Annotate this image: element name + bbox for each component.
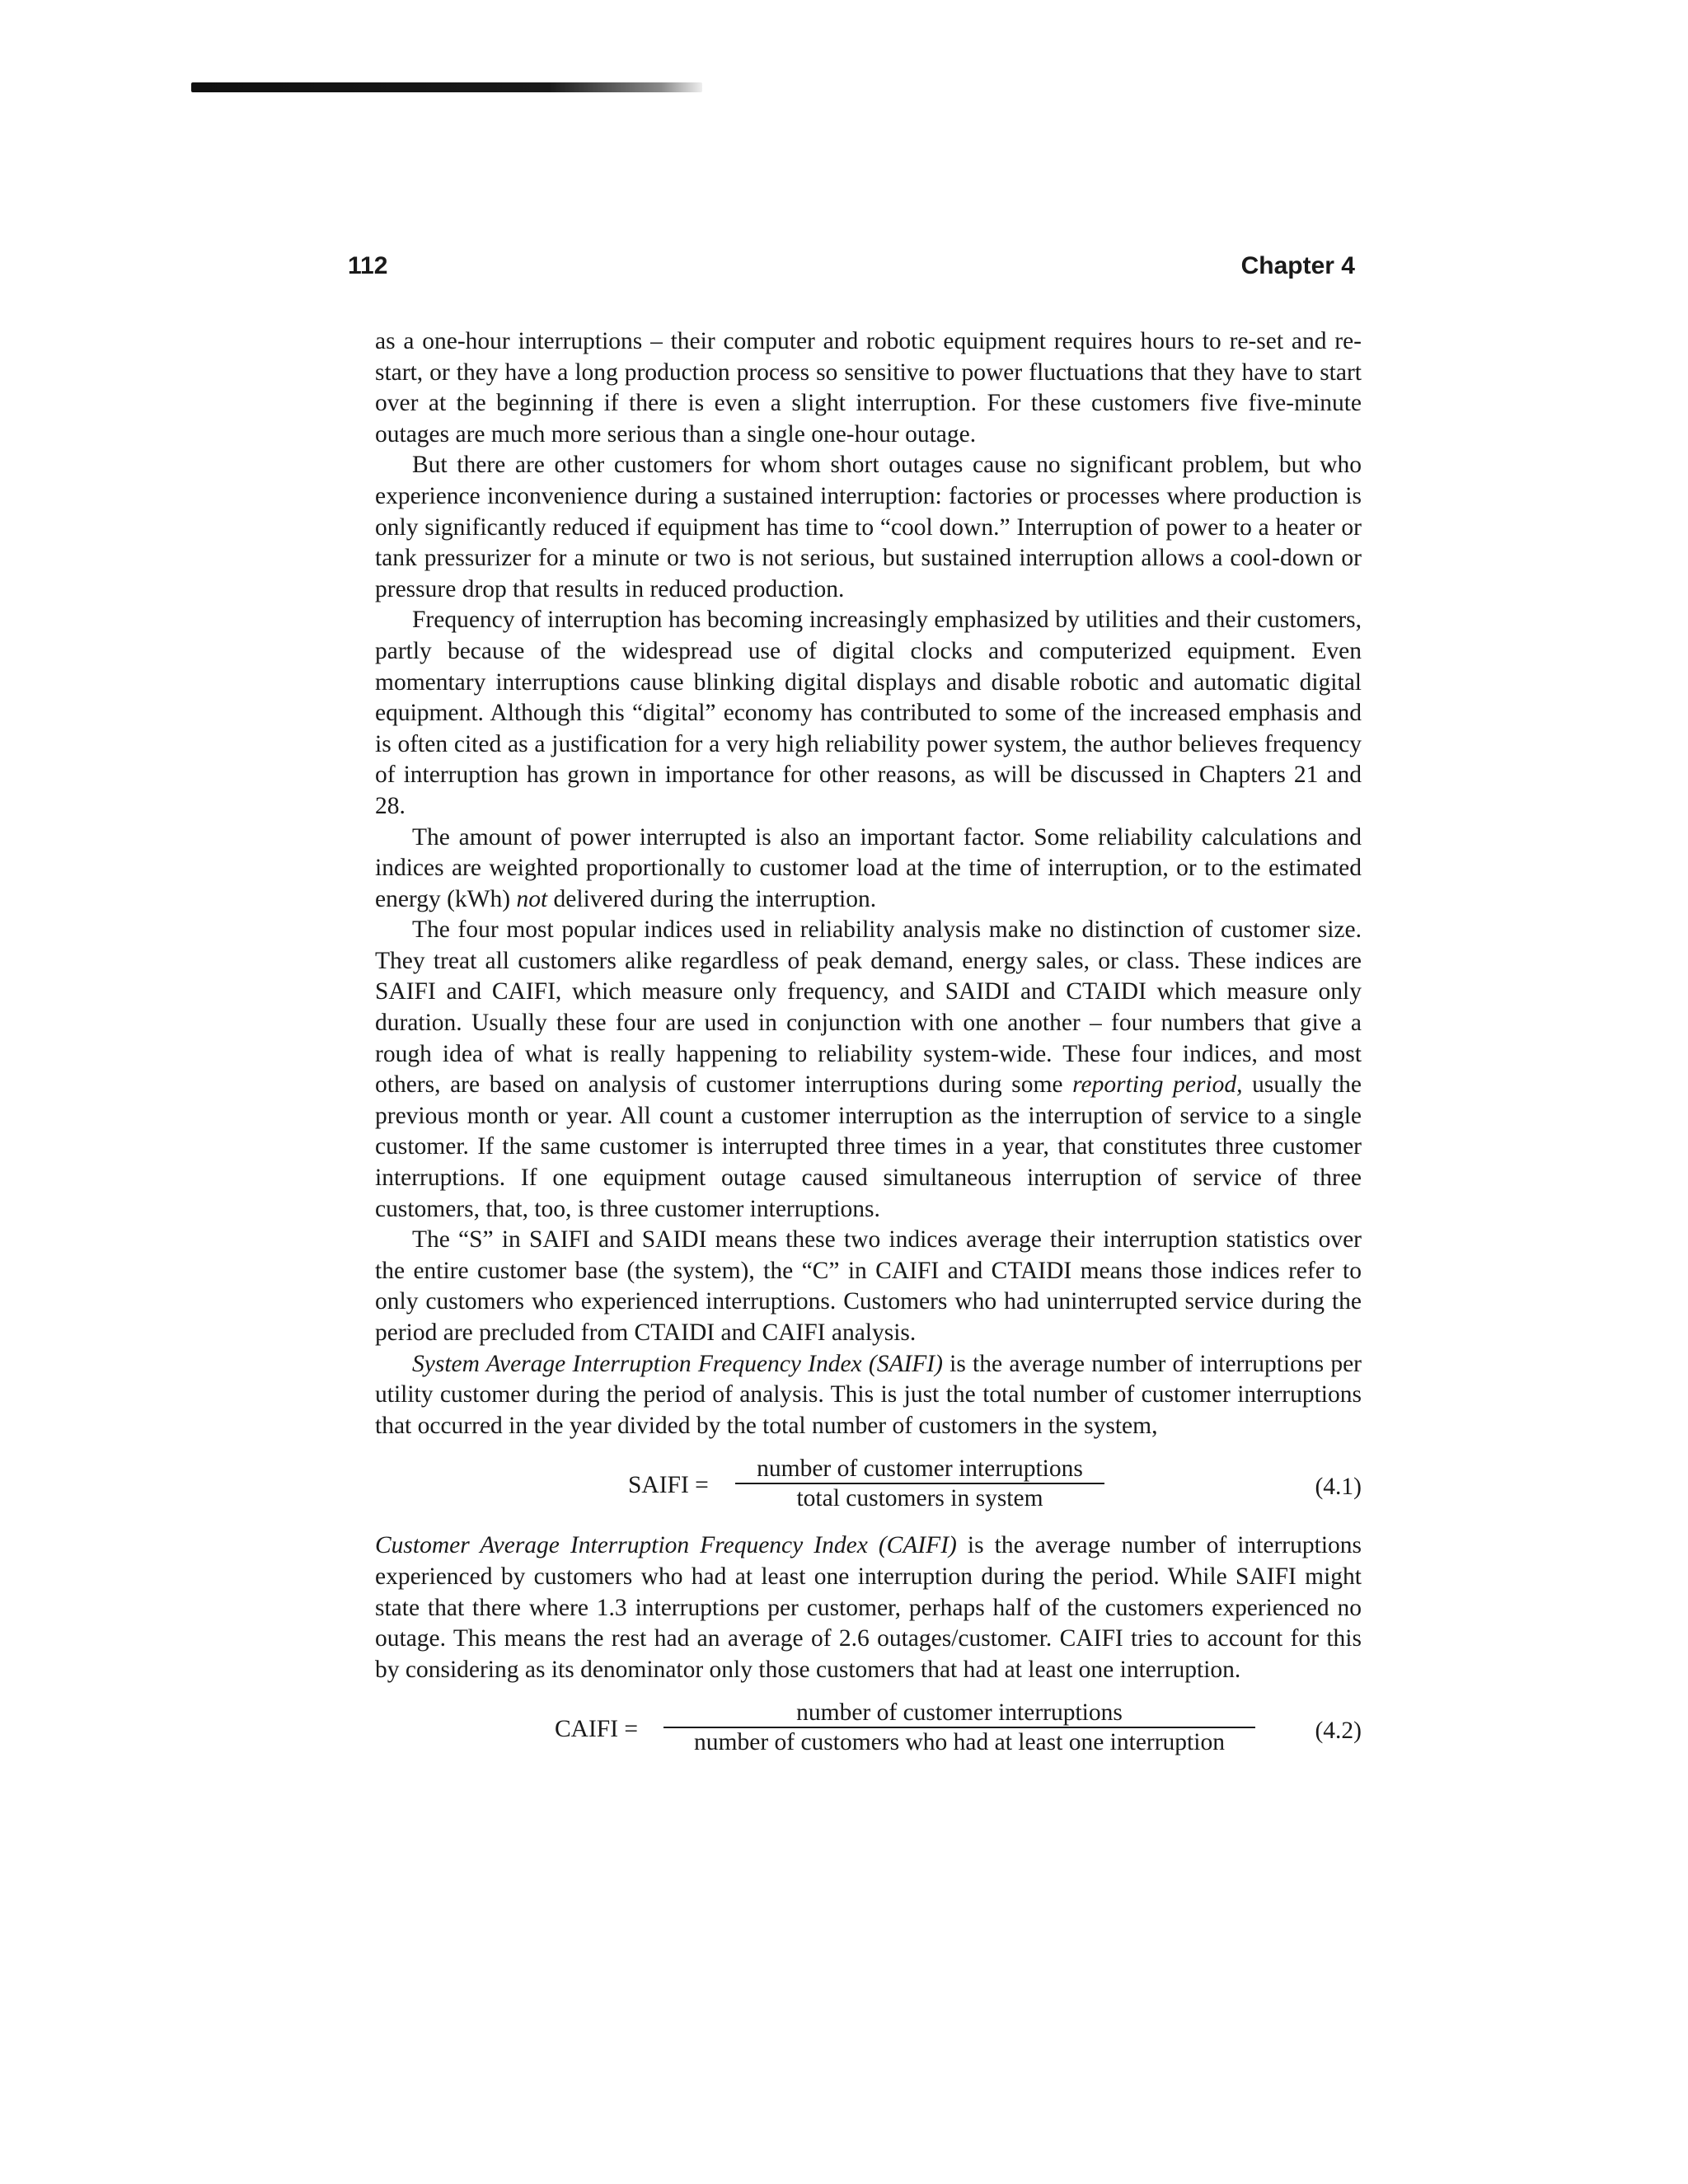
equation-lhs: SAIFI = [628,1472,709,1499]
body-text [375,326,1362,1765]
term-saifi: System Average Interruption Frequency Index (SAIFI) [412,1350,943,1377]
fraction-numerator: number of customer interruptions [735,1455,1104,1484]
fraction [735,1455,1104,1512]
equation-number: (4.2) [1315,1718,1362,1745]
paragraph-amount-of-power: The amount of power interrupted is also an important factor. Some reliability calculations and indices are weighted proportionally to customer load at the time of interruption, or to the estimated energy (kWh) not delivered during the interruption. [375,823,1362,912]
equation-number: (4.1) [1315,1474,1362,1501]
chapter-label: Chapter 4 [1240,252,1355,279]
paragraph-caifi-definition: Customer Average Interruption Frequency Index (CAIFI) is the average number of interruptions experienced by customers who had at least one interruption during the period. While SAIFI might state that there where 1.3 interruptions per customer, perhaps half of the customers experienced no outage. This means the rest had an average of 2.6 outages/customer. CAIFI tries to account for this by considering as its denominator only those customers that had at least one interruption. [375,1532,1362,1683]
fraction-denominator: total customers in system [796,1485,1043,1512]
paragraph-frequency-of-interruption: Frequency of interruption has becoming increasingly emphasized by utilities and their customers, partly because of the widespread use of digital clocks and computerized equipment. Even momentary interruptions cause blinking digital displays and disable robotic and automatic digital equipment. Although this “digital” economy has contributed to some of the increased emphasis and is often cited as a justification for a very high reliability power system, the author believes frequency of interruption has grown in importance for other reasons, as will be discussed in Chapters 21 and 28. [375,607,1362,819]
term-caifi: Customer Average Interruption Frequency Index (CAIFI) [375,1532,957,1559]
paragraph-saifi-definition: System Average Interruption Frequency Index (SAIFI) is the average number of interruptions per utility customer during the period of analysis. This is just the total number of customer interruptions that occurred in the year divided by the total number of customers in the system, [375,1350,1362,1439]
running-head [348,252,1355,285]
paragraph-sustained-interruption: But there are other customers for whom short outages cause no significant problem, but who experience inconvenience during a sustained interruption: factories or processes where production is only significantly reduced if equipment has time to “cool down.” Interruption of power to a heater or tank pressurizer for a minute or two is not serious, but sustained interruption allows a cool-down or pressure drop that results in reduced production. [375,452,1362,602]
fraction-denominator: number of customers who had at least one interruption [694,1729,1225,1756]
paragraph-continued: as a one-hour interruptions – their computer and robotic equipment requires hours to re-set and re-start, or they have a long production process so sensitive to power fluctuations that they have to start over at the beginning if there is even a slight interruption. For these customers five five-minute outages are much more serious than a single one-hour outage. [375,328,1362,448]
emphasis-not: not [516,885,548,912]
page-number: 112 [348,252,388,279]
paragraph-s-and-c-meaning: The “S” in SAIFI and SAIDI means these two indices average their interruption statistics over the entire customer base (the system), the “C” in CAIFI and CTAIDI means those indices refer to only customers who experienced interruptions. Customers who had uninterrupted service during the period are precluded from CTAIDI and CAIFI analysis. [375,1226,1362,1346]
fraction [663,1699,1255,1756]
fraction-numerator: number of customer interruptions [663,1699,1255,1728]
equation-lhs: CAIFI = [555,1716,639,1743]
paragraph-four-indices: The four most popular indices used in reliability analysis make no distinction of customer size. They treat all customers alike regardless of peak demand, energy sales, or class. These indices are SAIFI and CAIFI, which measure only frequency, and SAIDI and CTAIDI which measure only duration. Usually these four are used in conjunction with one another – four numbers that give a rough idea of what is really happening to reliability system-wide. These four indices, and most others, are based on analysis of customer interruptions during some reporting period, usually the previous month or year. All count a customer interruption as the interruption of service to a single customer. If the same customer is interrupted three times in a year, that constitutes three customer interruptions. If one equipment outage caused simultaneous interruption of service of three customers, that, too, is three customer interruptions. [375,916,1362,1222]
emphasis-reporting-period: reporting period, [1072,1071,1243,1099]
scan-top-rule [191,82,702,92]
equation-saifi [375,1450,1362,1521]
equation-caifi [375,1694,1362,1765]
